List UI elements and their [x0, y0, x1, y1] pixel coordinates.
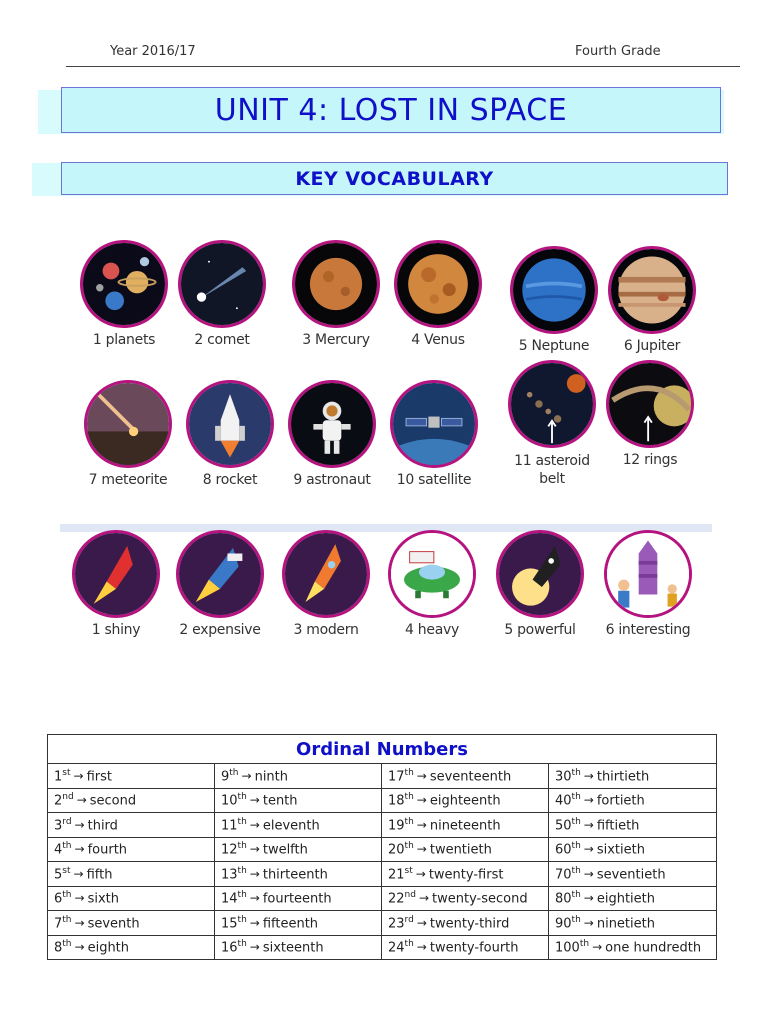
ordinal-number: 3 — [54, 817, 63, 833]
vocab-label: 4 Venus — [411, 332, 465, 348]
ordinal-word: twenty-fourth — [429, 940, 519, 956]
venus-icon — [394, 240, 482, 328]
ordinal-cell — [382, 813, 549, 838]
ordinal-cell — [48, 788, 215, 813]
table-row — [48, 862, 717, 887]
ordinal-suffix: st — [62, 865, 71, 876]
vocab-label: 8 rocket — [202, 472, 258, 488]
ordinal-suffix: th — [571, 914, 581, 925]
ordinal-suffix: th — [237, 890, 247, 901]
ordinal-number: 19 — [388, 817, 405, 833]
shiny-rocket-icon — [72, 530, 160, 618]
vocab-label: 5 powerful — [504, 622, 576, 638]
ordinal-suffix: th — [571, 816, 581, 827]
vocab-item-neptune — [506, 246, 602, 354]
ordinal-number: 20 — [388, 842, 405, 858]
rings-icon — [606, 360, 694, 448]
vocab-label: 2 expensive — [179, 622, 261, 638]
arrow-icon: → — [415, 866, 426, 881]
ordinal-word: ninetieth — [596, 915, 655, 931]
comet-icon — [178, 240, 266, 328]
ordinal-cell — [549, 862, 717, 887]
ordinal-word: ninth — [254, 768, 289, 784]
ordinal-number: 2 — [54, 793, 63, 809]
ordinal-number: 6 — [54, 891, 63, 907]
arrow-icon: → — [249, 915, 260, 930]
ordinal-number: 50 — [555, 817, 572, 833]
arrow-icon: → — [74, 817, 85, 832]
vocab-item-planets — [76, 240, 172, 348]
vocab-label: 1 planets — [92, 332, 156, 348]
arrow-icon: → — [583, 768, 594, 783]
arrow-icon: → — [74, 891, 85, 906]
ordinal-cell — [215, 813, 382, 838]
ordinal-suffix: th — [62, 914, 72, 925]
vocab-label: 4 heavy — [405, 622, 459, 638]
vocab-item-powerful — [492, 530, 588, 638]
ordinal-cell — [382, 886, 549, 911]
ordinal-word: eightieth — [596, 891, 655, 907]
ordinal-suffix: st — [62, 767, 71, 778]
ordinal-suffix: th — [579, 939, 590, 950]
vocab-label: 2 comet — [194, 332, 250, 348]
ordinal-number: 21 — [388, 866, 405, 882]
vocab-item-mercury — [288, 240, 384, 348]
ordinal-cell — [48, 862, 215, 887]
ordinal-cell — [48, 911, 215, 936]
ordinal-suffix: th — [62, 841, 72, 852]
ordinal-word: thirteenth — [262, 866, 328, 882]
vocab-item-jupiter — [604, 246, 700, 354]
arrow-icon: → — [583, 793, 594, 808]
vocab-label: 6 interesting — [605, 622, 691, 638]
ordinal-suffix: th — [404, 816, 414, 827]
vocab-item-venus — [390, 240, 486, 348]
ordinal-cell — [382, 862, 549, 887]
ordinal-number: 13 — [221, 866, 238, 882]
ordinal-cell — [382, 764, 549, 789]
ordinal-number: 1 — [54, 768, 63, 784]
ordinal-cell — [48, 764, 215, 789]
vocab-item-astronaut — [284, 380, 380, 488]
vocab-item-rings — [602, 360, 698, 468]
ordinal-word: first — [86, 768, 112, 784]
ordinal-number: 8 — [54, 940, 63, 956]
school-year: Year 2016/17 — [110, 44, 196, 59]
ordinal-number: 80 — [555, 891, 572, 907]
vocab-item-interesting — [600, 530, 696, 638]
arrow-icon: → — [249, 793, 260, 808]
vocab-label: 5 Neptune — [518, 338, 590, 354]
meteorite-icon — [84, 380, 172, 468]
ordinal-cell — [215, 886, 382, 911]
ordinal-number: 9 — [221, 768, 230, 784]
mercury-icon — [292, 240, 380, 328]
table-row — [48, 886, 717, 911]
ordinal-cell — [48, 837, 215, 862]
ordinal-cell — [48, 886, 215, 911]
ordinal-suffix: th — [571, 890, 581, 901]
asteroid-belt-icon — [508, 360, 596, 448]
ordinal-cell — [549, 886, 717, 911]
vocab-label: 9 astronaut — [293, 472, 371, 488]
arrow-icon: → — [249, 891, 260, 906]
ordinal-suffix: th — [237, 841, 247, 852]
arrow-icon: → — [76, 793, 87, 808]
ordinal-word: twenty-third — [429, 915, 510, 931]
arrow-icon: → — [241, 768, 252, 783]
ordinal-cell — [549, 911, 717, 936]
ordinal-number: 100 — [555, 940, 580, 956]
vocab-item-rocket — [182, 380, 278, 488]
astronaut-icon — [288, 380, 376, 468]
arrow-icon: → — [583, 891, 594, 906]
vocab-item-comet — [174, 240, 270, 348]
ordinal-suffix: th — [571, 792, 581, 803]
grade-label: Fourth Grade — [575, 44, 661, 59]
arrow-icon: → — [583, 817, 594, 832]
ordinal-suffix: th — [404, 792, 414, 803]
ordinal-number: 15 — [221, 915, 238, 931]
ordinal-suffix: th — [404, 767, 414, 778]
ordinal-cell — [215, 837, 382, 862]
ordinal-number: 30 — [555, 768, 572, 784]
ordinal-word: sixtieth — [596, 842, 645, 858]
arrow-icon: → — [592, 940, 603, 955]
arrow-icon: → — [416, 817, 427, 832]
ordinal-word: tenth — [262, 793, 298, 809]
ordinal-word: seventeenth — [429, 768, 512, 784]
ordinal-word: fifteenth — [262, 915, 319, 931]
vocab-label: 10 satellite — [396, 472, 472, 488]
ordinal-number: 90 — [555, 915, 572, 931]
vocab-label: 7 meteorite — [88, 472, 168, 488]
ordinal-suffix: th — [404, 841, 414, 852]
ordinal-suffix: th — [571, 767, 581, 778]
arrow-icon: → — [74, 940, 85, 955]
arrow-icon: → — [416, 842, 427, 857]
expensive-rocket-icon — [176, 530, 264, 618]
vocab-item-shiny — [68, 530, 164, 638]
table-row — [48, 837, 717, 862]
ordinal-suffix: th — [62, 890, 72, 901]
ordinal-word: twenty-second — [432, 891, 528, 907]
ordinal-number: 5 — [54, 866, 63, 882]
ordinal-word: second — [89, 793, 137, 809]
ordinal-word: fortieth — [596, 793, 645, 809]
ordinal-cell — [215, 862, 382, 887]
vocab-item-modern — [278, 530, 374, 638]
table-row — [48, 911, 717, 936]
ordinal-cell — [215, 788, 382, 813]
heavy-spaceship-icon — [388, 530, 476, 618]
table-row — [48, 935, 717, 960]
vocab-item-expensive — [172, 530, 268, 638]
vocab-item-asteroid-belt — [504, 360, 600, 488]
ordinal-suffix: th — [62, 939, 72, 950]
ordinal-suffix: nd — [62, 792, 74, 803]
ordinal-word: eighteenth — [429, 793, 501, 809]
ordinal-suffix: rd — [404, 914, 414, 925]
ordinal-cell — [215, 935, 382, 960]
powerful-rocket-icon — [496, 530, 584, 618]
ordinal-word: eighth — [87, 940, 130, 956]
interesting-rocket-icon — [604, 530, 692, 618]
ordinal-word: nineteenth — [429, 817, 501, 833]
table-row — [48, 788, 717, 813]
ordinal-word: twenty-first — [428, 866, 504, 882]
ordinal-word: third — [87, 817, 118, 833]
ordinal-suffix: th — [571, 865, 581, 876]
ordinal-cell — [549, 813, 717, 838]
unit-title: UNIT 4: LOST IN SPACE — [61, 87, 721, 133]
vocab-item-satellite — [386, 380, 482, 488]
table-row — [48, 813, 717, 838]
ordinal-number: 40 — [555, 793, 572, 809]
arrow-icon: → — [583, 842, 594, 857]
arrow-icon: → — [74, 915, 85, 930]
vocab-label: 12 rings — [622, 452, 678, 468]
ordinal-suffix: th — [571, 841, 581, 852]
table-body — [48, 764, 717, 960]
ordinal-cell — [549, 764, 717, 789]
arrow-icon: → — [249, 866, 260, 881]
arrow-icon: → — [249, 940, 260, 955]
ordinal-number: 10 — [221, 793, 238, 809]
ordinal-cell — [382, 837, 549, 862]
vocab-label: 1 shiny — [91, 622, 141, 638]
ordinal-word: one hundredth — [605, 940, 702, 956]
ordinal-suffix: th — [237, 939, 247, 950]
ordinal-cell — [549, 837, 717, 862]
ordinal-suffix: rd — [62, 816, 72, 827]
ordinal-word: twentieth — [429, 842, 492, 858]
ordinal-number: 60 — [555, 842, 572, 858]
rocket-icon — [186, 380, 274, 468]
ordinal-word: sixth — [87, 891, 119, 907]
ordinal-word: seventieth — [596, 866, 666, 882]
arrow-icon: → — [416, 793, 427, 808]
vocab-item-heavy — [384, 530, 480, 638]
ordinal-number: 24 — [388, 940, 405, 956]
ordinal-suffix: th — [404, 939, 414, 950]
satellite-icon — [390, 380, 478, 468]
arrow-icon: → — [416, 940, 427, 955]
arrow-icon: → — [583, 915, 594, 930]
vocab-label: 3 Mercury — [302, 332, 370, 348]
ordinal-suffix: th — [237, 914, 247, 925]
ordinal-number: 7 — [54, 915, 63, 931]
ordinal-suffix: st — [404, 865, 413, 876]
ordinal-cell — [382, 935, 549, 960]
table-row — [48, 764, 717, 789]
ordinal-word: fourteenth — [262, 891, 332, 907]
ordinal-number: 70 — [555, 866, 572, 882]
section-heading: KEY VOCABULARY — [61, 162, 728, 195]
arrow-icon: → — [583, 866, 594, 881]
ordinal-number: 11 — [221, 817, 238, 833]
ordinal-suffix: th — [237, 792, 247, 803]
vocab-label: 3 modern — [293, 622, 359, 638]
vocab-label: 11 asteroid belt — [514, 453, 590, 487]
arrow-icon: → — [249, 842, 260, 857]
arrow-icon: → — [73, 866, 84, 881]
ordinal-word: fiftieth — [596, 817, 640, 833]
vocab-item-meteorite — [80, 380, 176, 488]
ordinal-number: 14 — [221, 891, 238, 907]
ordinal-cell — [215, 911, 382, 936]
ordinal-suffix: th — [237, 816, 247, 827]
ordinal-cell — [382, 788, 549, 813]
neptune-icon — [510, 246, 598, 334]
ordinal-cell — [382, 911, 549, 936]
ordinal-word: thirtieth — [596, 768, 650, 784]
ordinal-cell — [549, 788, 717, 813]
arrow-icon: → — [416, 768, 427, 783]
ordinal-word: sixteenth — [262, 940, 324, 956]
ordinal-number: 16 — [221, 940, 238, 956]
ordinal-number: 12 — [221, 842, 238, 858]
vocab-label: 6 Jupiter — [623, 338, 681, 354]
arrow-icon: → — [249, 817, 260, 832]
ordinal-cell — [48, 813, 215, 838]
ordinal-suffix: th — [229, 767, 239, 778]
ordinal-cell — [549, 935, 717, 960]
ordinal-number: 18 — [388, 793, 405, 809]
ordinal-word: fifth — [86, 866, 113, 882]
ordinal-number: 4 — [54, 842, 63, 858]
ordinal-word: fourth — [87, 842, 128, 858]
ordinal-number: 23 — [388, 915, 405, 931]
ordinal-word: seventh — [87, 915, 140, 931]
ordinal-word: eleventh — [262, 817, 320, 833]
ordinal-cell — [48, 935, 215, 960]
ordinal-numbers-table — [47, 734, 717, 960]
planets-icon — [80, 240, 168, 328]
arrow-icon: → — [74, 842, 85, 857]
modern-rocket-icon — [282, 530, 370, 618]
arrow-icon: → — [418, 891, 430, 906]
ordinal-suffix: nd — [404, 890, 416, 901]
table-title: Ordinal Numbers — [48, 735, 717, 764]
ordinal-cell — [215, 764, 382, 789]
ordinal-number: 22 — [388, 891, 405, 907]
arrow-icon: → — [416, 915, 427, 930]
ordinal-suffix: th — [237, 865, 247, 876]
ordinal-word: twelfth — [262, 842, 308, 858]
header-divider — [66, 66, 740, 67]
jupiter-icon — [608, 246, 696, 334]
ordinal-number: 17 — [388, 768, 405, 784]
arrow-icon: → — [73, 768, 84, 783]
